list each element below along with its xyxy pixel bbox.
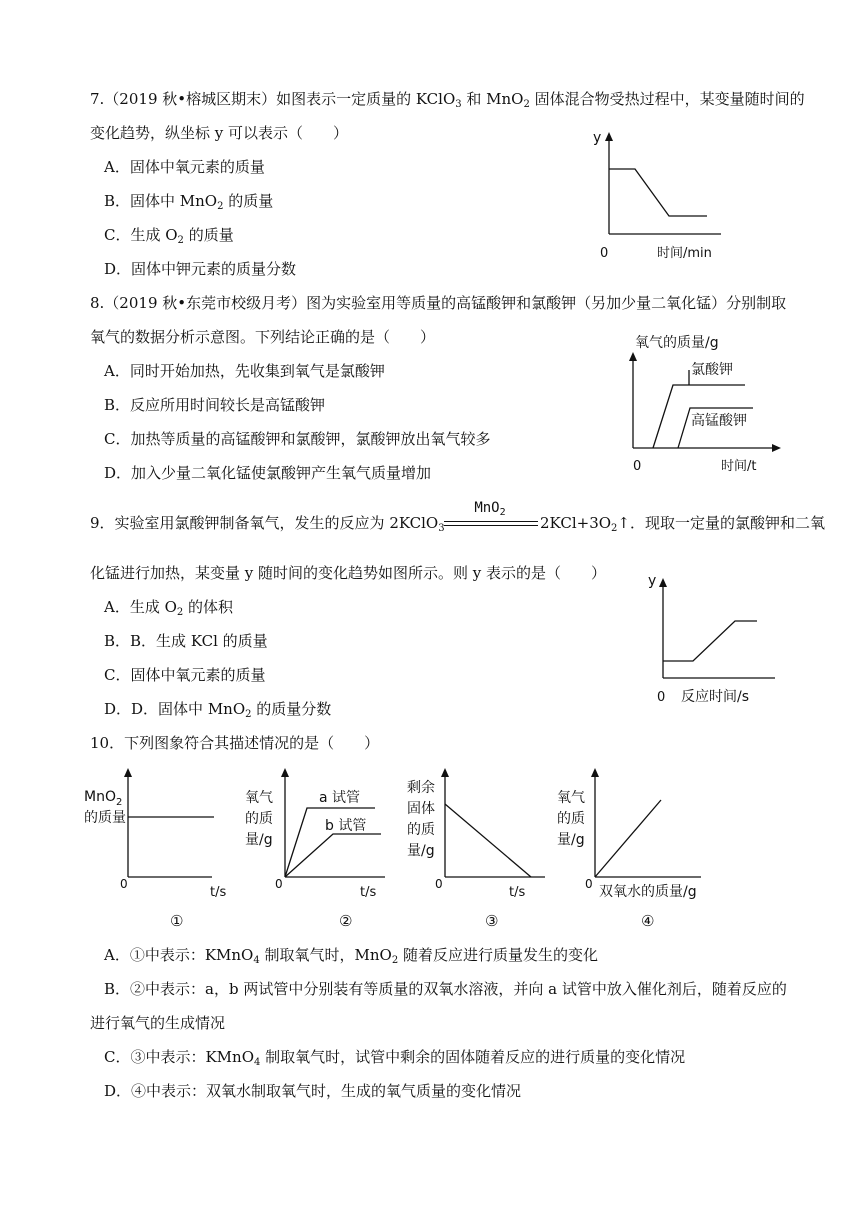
q9-option-d-text: D．D．固体中 MnO <box>104 700 246 718</box>
q10-g2-number: ② <box>339 912 353 930</box>
q10-g3-x-label: t/s <box>509 885 526 900</box>
q7-graph <box>585 124 735 264</box>
q7-option-c-text: C．生成 O <box>104 226 178 244</box>
q10-g4-y-arrow <box>591 768 599 777</box>
q8-curve2-label: 高锰酸钾 <box>691 413 747 429</box>
q8-option-d: D．加入少量二氧化锰使氯酸钾产生氧气质量增加 <box>104 464 432 482</box>
q9-stem-text: 9．实验室用氯酸钾制备氧气，发生的反应为 2KClO <box>90 514 439 532</box>
q7-option-b-text: B．固体中 MnO <box>104 192 218 210</box>
q9-option-c <box>104 666 265 684</box>
q10-option-c-text: C．③中表示：KMnO <box>104 1048 255 1066</box>
q7-option-a-text: A．固体中氧元素的质量 <box>104 158 265 176</box>
q10-g1-origin: 0 <box>120 877 128 891</box>
q10-g4-curve <box>595 800 661 877</box>
q10-option-a-text: 制取氧气时，MnO <box>259 946 392 964</box>
q10-option-a-text: A．①中表示：KMnO <box>104 946 254 964</box>
q8-x-label: 时间/t <box>721 459 757 474</box>
q9-option-d-text: 的质量分数 <box>251 700 332 718</box>
q10-g1-y-label-1: MnO$_2$ <box>84 789 123 808</box>
q7-stem-line1 <box>90 90 805 114</box>
q7-x-label: 时间/min <box>657 246 712 261</box>
q10-g2-origin: 0 <box>275 877 283 891</box>
q7-stem-sub: 2 <box>523 99 530 110</box>
q10-g1-number: ① <box>170 912 184 930</box>
q10-g3-y-label-1: 剩余 <box>407 780 435 796</box>
q10-g3-number: ③ <box>485 912 499 930</box>
q10-g3-y-label-4: 量/g <box>407 843 435 859</box>
q9-option-a-text: 的体积 <box>183 598 234 616</box>
q7-option-b-sub: 2 <box>217 201 224 212</box>
q8-y-arrow <box>629 352 637 361</box>
q8-x-arrow <box>772 444 781 452</box>
q10-option-a-sub: 2 <box>391 955 399 966</box>
q10-g3-y-arrow <box>441 768 449 777</box>
q7-option-c <box>104 226 234 250</box>
q9-catalyst-sub: 2 <box>499 507 506 518</box>
q10-stem: 10．下列图象符合其描述情况的是（ ） <box>90 734 380 752</box>
q10-g4-number: ④ <box>641 912 655 930</box>
q9-option-b <box>104 632 268 650</box>
q10-g1-x-label: t/s <box>210 885 227 900</box>
q10-option-d: D．④中表示：双氧水制取氧气时，生成的氧气质量的变化情况 <box>104 1082 522 1100</box>
q9-curve <box>663 621 757 661</box>
q8-option-a: A．同时开始加热，先收集到氧气是氯酸钾 <box>104 362 385 380</box>
q10-option-c-text: 制取氧气时，试管中剩余的固体随着反应的进行质量的变化情况 <box>260 1048 686 1066</box>
q10-option-b-line2: 进行氧气的生成情况 <box>90 1014 226 1032</box>
q10-g2-y-label-2: 的质 <box>245 811 273 827</box>
q10-g2-x-label: t/s <box>360 885 377 900</box>
q9-stem-sub: 2 <box>611 523 618 534</box>
q8-stem-line2: 氧气的数据分析示意图。下列结论正确的是（ ） <box>90 328 436 346</box>
q10-g2-y-arrow <box>281 768 289 777</box>
q10-option-c-sub: 4 <box>254 1057 261 1068</box>
q10-g1-y-label-2: 的质量 <box>84 810 126 826</box>
q10-g2-label-a: a 试管 <box>319 790 361 806</box>
q10-option-a <box>104 946 598 970</box>
q9-stem-line1 <box>90 514 445 538</box>
q8-option-c: C．加热等质量的高锰酸钾和氯酸钾，氯酸钾放出氧气较多 <box>104 430 491 448</box>
q10-g3-y-label-2: 固体 <box>407 801 435 817</box>
q9-stem-line1-tail <box>540 514 825 538</box>
q9-stem-text: ↑．现取一定量的氯酸钾和二氧 <box>617 514 825 532</box>
q10-option-c <box>104 1048 685 1072</box>
q7-option-b <box>104 192 273 216</box>
q7-origin: 0 <box>600 246 609 261</box>
q7-stem-line2: 变化趋势，纵坐标 y 可以表示（ ） <box>90 124 349 142</box>
q9-y-label: y <box>648 573 657 589</box>
q8-origin: 0 <box>633 459 642 474</box>
q10-g2-curve-b <box>285 834 381 877</box>
q7-option-c-text: 的质量 <box>183 226 234 244</box>
q10-g3-origin: 0 <box>435 877 443 891</box>
q9-option-d <box>104 700 331 724</box>
q9-origin: 0 <box>657 690 666 705</box>
q9-equation-sign <box>444 521 538 526</box>
q7-option-b-text: 的质量 <box>223 192 274 210</box>
q9-option-c-text: C．固体中氧元素的质量 <box>104 666 266 684</box>
q10-option-b-line1: B．②中表示：a，b 两试管中分别装有等质量的双氧水溶液，并向 a 试管中放入催化剂后，随着反应的 <box>104 980 787 998</box>
q10-graph-2 <box>245 762 395 932</box>
q7-curve <box>609 169 707 216</box>
q10-g2-y-label-3: 量/g <box>245 832 273 848</box>
q10-g4-y-label-1: 氧气 <box>557 790 585 806</box>
q7-option-a <box>104 158 265 176</box>
q10-g3-y-label-3: 的质 <box>407 822 435 838</box>
q8-stem-line1: 8.（2019 秋•东莞市校级月考）图为实验室用等质量的高锰酸钾和氯酸钾（另加少量二氧化锰）分别制取 <box>90 294 787 312</box>
q10-graph-4 <box>555 762 715 932</box>
q9-y-arrow <box>659 578 667 587</box>
q9-option-a-sub: 2 <box>176 607 184 618</box>
q9-option-a-text: A．生成 O <box>104 598 177 616</box>
q9-graph <box>645 568 785 708</box>
q7-stem-sub: 3 <box>455 99 462 110</box>
q9-option-a <box>104 598 233 622</box>
q8-option-b: B．反应所用时间较长是高锰酸钾 <box>104 396 326 414</box>
q9-catalyst-text: MnO <box>474 500 500 516</box>
q10-g4-y-label-2: 的质 <box>557 811 585 827</box>
q8-graph <box>625 330 795 480</box>
q7-stem-text: 7.（2019 秋•榕城区期末）如图表示一定质量的 KClO <box>90 90 456 108</box>
q8-curve1-label: 氯酸钾 <box>691 362 733 378</box>
q7-y-arrow <box>605 132 613 141</box>
q7-stem-text: 固体混合物受热过程中，某变量随时间的 <box>529 90 805 108</box>
q10-g2-y-label-1: 氧气 <box>245 790 273 806</box>
q7-y-label: y <box>593 130 602 146</box>
q10-g3-curve <box>445 804 531 877</box>
q9-catalyst <box>444 500 536 518</box>
q9-option-b-text: B．B．生成 KCl 的质量 <box>104 632 268 650</box>
q10-g4-y-label-3: 量/g <box>557 832 585 848</box>
q10-g1-y-arrow <box>124 768 132 777</box>
q9-stem-text: 2KCl+3O <box>540 514 612 532</box>
q10-graph-1 <box>84 762 227 932</box>
q10-graph-3 <box>405 762 555 932</box>
q10-option-a-text: 随着反应进行质量发生的变化 <box>398 946 598 964</box>
q10-g2-label-b: b 试管 <box>325 818 367 834</box>
q8-y-label: 氧气的质量/g <box>635 335 719 351</box>
q9-stem-sub: 3 <box>438 523 445 534</box>
q9-x-label: 反应时间/s <box>681 689 750 705</box>
q10-option-a-sub: 4 <box>253 955 260 966</box>
q9-option-d-sub: 2 <box>245 709 252 720</box>
q9-stem-line2: 化锰进行加热，某变量 y 随时间的变化趋势如图所示。则 y 表示的是（ ） <box>90 564 607 582</box>
q7-option-d <box>104 260 296 278</box>
q10-g4-origin: 0 <box>585 877 593 891</box>
q7-option-d-text: D．固体中钾元素的质量分数 <box>104 260 297 278</box>
q7-stem-text: 和 MnO <box>461 90 524 108</box>
q7-option-c-sub: 2 <box>177 235 184 246</box>
q10-g4-x-label: 双氧水的质量/g <box>599 884 697 900</box>
